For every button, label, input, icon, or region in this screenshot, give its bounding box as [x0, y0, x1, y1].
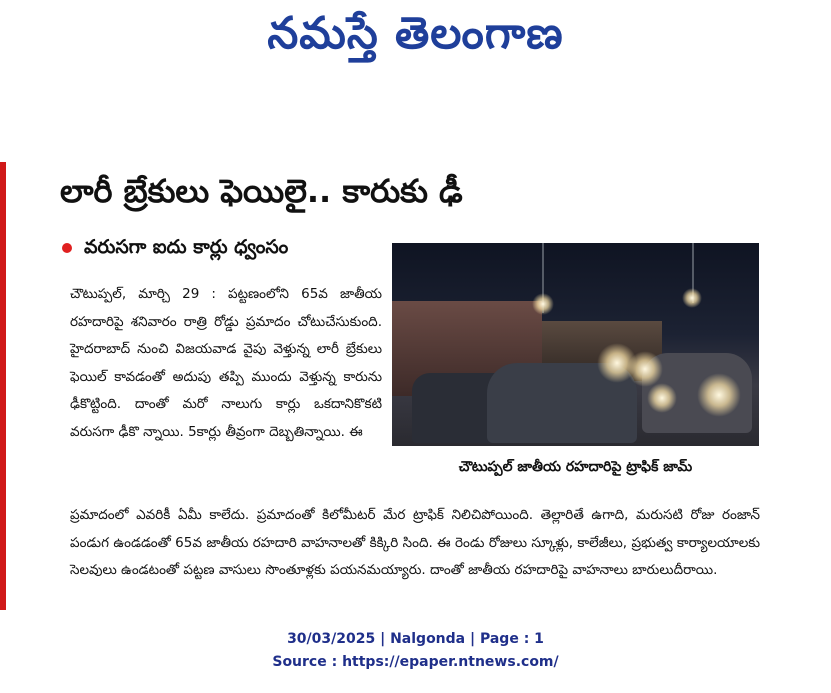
source-link[interactable]: Source : https://epaper.ntnews.com/ [272, 654, 559, 670]
headlight-glow [697, 373, 741, 417]
article-headline: లారీ బ్రేకులు ఫెయిలై.. కారుకు ఢీ [60, 172, 463, 210]
traffic-jam-photo [392, 243, 759, 446]
headlight-glow [627, 351, 663, 387]
article-subheadline [62, 236, 288, 263]
edition-meta: 30/03/2025 | Nalgonda | Page : 1 [287, 631, 544, 647]
street-light-glow [532, 293, 554, 315]
article-body-wide: ప్రమాదంలో ఎవరికీ ఏమీ కాలేదు. ప్రమాదంతో కిలోమీటర్ మేర ట్రాఫిక్ నిలిచిపోయింది. తెల్లారితే ఉగాది, మరుసటి రోజు రంజాన్ పండుగ ఉండడంతో 65వ జాతీయ రహదారి వాహనాలతో కిక్కిరి సింది. ఈ రెండు రోజులు స్కూళ్లు, కాలేజీలు, ప్రభుత్వ కార్యాలయాలకు సెలవులు ఉండటంతో పట్టణ వాసులు సొంతూళ్లకు పయనమయ్యారు. దాంతో జాతీయ రహదారిపై వాహనాలు బారులుదీరాయి. [70, 507, 760, 578]
street-light-glow [682, 288, 702, 308]
red-side-rule [0, 162, 6, 610]
newspaper-masthead: నమస్తే తెలంగాణ [267, 8, 564, 59]
subheadline-text: వరుసగా ఐదు కార్లు ధ్వంసం [84, 236, 289, 258]
headlight-glow [647, 383, 677, 413]
bullet-dot-icon [62, 243, 72, 253]
photo-caption: చౌటుప్పల్ జాతీయ రహదారిపై ట్రాఫిక్ జామ్ [392, 446, 759, 488]
article-body-column: చౌటుప్పల్, మార్చి 29 : పట్టణంలోని 65వ జాతీయ రహదారిపై శనివారం రాత్రి రోడ్డు ప్రమాదం చోటుచేసుకుంది. హైదరాబాద్ నుంచి విజయవాడ వైపు వెళ్తున్న లారీ బ్రేకులు ఫెయిల్ కావడంతో అదుపు తప్పి ముందు వెళ్తున్న కారును ఢీకొట్టింది. దాంతో మరో నాలుగు కార్లు ఒకదానికొకటి వరుసగా ఢీకొ న్నాయి. 5కార్లు తీవ్రంగా దెబ్బతిన్నాయి. ఈ [70, 286, 382, 440]
